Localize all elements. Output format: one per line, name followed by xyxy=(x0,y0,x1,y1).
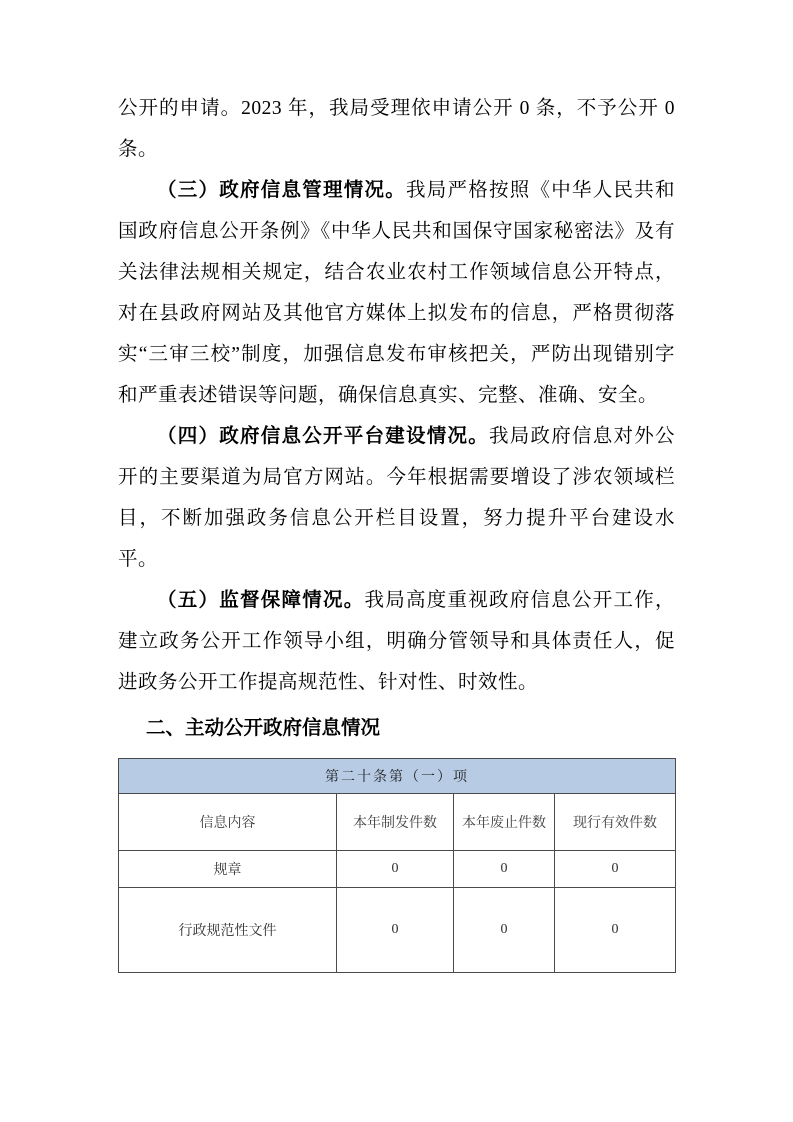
paragraph-text: 我局高度重视政府信息公开工作，建立政务公开工作领导小组，明确分管领导和具体责任人，促进政务公开工作提高规范性、针对性、时效性。 xyxy=(118,590,675,693)
paragraph xyxy=(118,88,675,170)
table-cell: 0 xyxy=(454,851,555,888)
paragraph-lead: （三）政府信息管理情况。 xyxy=(157,179,406,201)
table-cell: 0 xyxy=(337,851,454,888)
paragraph-text: 我局政府信息对外公开的主要渠道为局官方网站。今年根据需要增设了涉农领域栏目，不断加强政务信息公开栏目设置，努力提升平台建设水平。 xyxy=(118,426,675,570)
table-row xyxy=(119,851,676,888)
table-cell: 0 xyxy=(555,851,676,888)
table-header-cell: 信息内容 xyxy=(119,794,337,851)
section-heading: 二、主动公开政府信息情况 xyxy=(146,717,381,739)
table-cell: 0 xyxy=(555,888,676,973)
info-table xyxy=(118,758,676,973)
table-header-row xyxy=(119,794,676,851)
paragraph-text: 我局严格按照《中华人民共和国政府信息公开条例》《中华人民共和国保守国家秘密法》及有关法律法规相关规定，结合农业农村工作领域信息公开特点，对在县政府网站及其他官方媒体上拟发布的信息，严格贯彻落实“三审三校”制度，加强信息发布审核把关，严防出现错别字和严重表述错误等问题，确保信息真实、完整、准确、安全。 xyxy=(118,180,675,406)
table-cell: 0 xyxy=(454,888,555,973)
table-header-cell: 现行有效件数 xyxy=(555,794,676,851)
table-title: 第二十条第（一）项 xyxy=(119,759,676,794)
paragraph xyxy=(118,416,675,580)
table-cell: 0 xyxy=(337,888,454,973)
paragraph-lead: （四）政府信息公开平台建设情况。 xyxy=(157,425,489,447)
paragraph-lead: （五）监督保障情况。 xyxy=(157,589,365,611)
table-header-cell: 本年废止件数 xyxy=(454,794,555,851)
table-title-row xyxy=(119,759,676,794)
paragraph-text: 公开的申请。2023 年，我局受理依申请公开 0 条，不予公开 0 条。 xyxy=(118,98,675,160)
paragraph xyxy=(118,170,675,416)
table-row xyxy=(119,888,676,973)
table-cell: 规章 xyxy=(119,851,337,888)
paragraph xyxy=(118,580,675,703)
table-header-cell: 本年制发件数 xyxy=(337,794,454,851)
table-cell: 行政规范性文件 xyxy=(119,888,337,973)
